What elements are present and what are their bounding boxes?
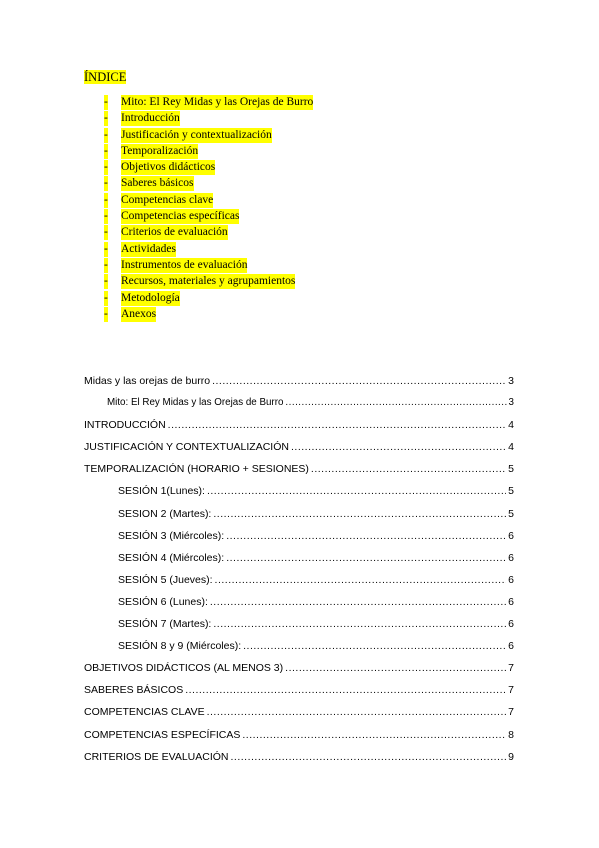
toc-page-number: 6	[508, 640, 514, 653]
dot-leader	[207, 483, 506, 499]
toc-entry[interactable]	[84, 395, 514, 417]
table-of-contents	[84, 373, 514, 771]
indice-item-label: Competencias clave	[121, 193, 214, 206]
toc-entry[interactable]	[84, 461, 514, 483]
toc-entry[interactable]	[84, 682, 514, 704]
toc-entry-title: SESIÓN 7 (Martes):	[118, 618, 212, 631]
toc-page-number: 5	[508, 463, 514, 476]
toc-entry-title: SESIÓN 8 y 9 (Miércoles):	[118, 640, 242, 653]
toc-page-number: 4	[508, 441, 514, 454]
toc-page-number: 3	[508, 375, 514, 387]
toc-entry-title: SESIÓN 6 (Lunes):	[118, 595, 208, 608]
toc-entry[interactable]	[84, 373, 514, 395]
bullet-dash: -	[104, 144, 108, 157]
dot-leader	[215, 572, 507, 588]
bullet-dash: -	[104, 193, 108, 206]
indice-item-label: Anexos	[121, 307, 157, 320]
toc-entry-title: Mito: El Rey Midas y las Orejas de Burro	[107, 397, 284, 409]
toc-entry-title: SESIÓN 5 (Jueves):	[118, 573, 213, 586]
indice-item-label: Objetivos didácticos	[121, 161, 216, 174]
toc-page-number: 3	[508, 397, 514, 409]
toc-entry-title: TEMPORALIZACIÓN (HORARIO + SESIONES)	[84, 463, 309, 476]
toc-entry-title: SESIÓN 3 (Miércoles):	[118, 529, 225, 542]
toc-entry-title: JUSTIFICACIÓN Y CONTEXTUALIZACIÓN	[84, 441, 289, 454]
dot-leader	[311, 461, 506, 477]
dot-leader	[243, 638, 506, 654]
toc-entry-title: Midas y las orejas de burro	[84, 375, 211, 387]
toc-entry-title: SESIÓN 4 (Miércoles):	[118, 551, 225, 564]
indice-item-label: Criterios de evaluación	[121, 226, 228, 239]
indice-title-text: ÍNDICE	[84, 70, 127, 84]
indice-item-label: Competencias específicas	[121, 210, 240, 223]
toc-entry-title: COMPETENCIAS ESPECÍFICAS	[84, 728, 241, 741]
toc-entry[interactable]	[84, 506, 514, 528]
bullet-dash: -	[104, 242, 108, 255]
toc-page-number: 7	[508, 706, 514, 719]
indice-item-label: Introducción	[121, 112, 180, 125]
toc-entry[interactable]	[84, 638, 514, 660]
dot-leader	[210, 594, 506, 610]
toc-entry-title: SESION 2 (Martes):	[118, 507, 212, 520]
dot-leader	[231, 749, 507, 765]
toc-page-number: 6	[508, 551, 514, 564]
dot-leader	[291, 439, 506, 455]
indice-item-label: Metodología	[121, 291, 180, 304]
indice-item-label: Recursos, materiales y agrupamientos	[121, 275, 296, 288]
toc-page-number: 5	[508, 507, 514, 520]
toc-page-number: 7	[508, 684, 514, 697]
bullet-dash: -	[104, 307, 108, 320]
indice-item-label: Instrumentos de evaluación	[121, 258, 248, 271]
toc-entry[interactable]	[84, 616, 514, 638]
bullet-dash: -	[104, 275, 108, 288]
toc-entry[interactable]	[84, 704, 514, 726]
bullet-dash: -	[104, 226, 108, 239]
toc-page-number: 9	[508, 750, 514, 763]
toc-entry[interactable]	[84, 439, 514, 461]
indice-item-label: Temporalización	[121, 144, 199, 157]
dot-leader	[226, 528, 506, 544]
indice-title	[84, 70, 126, 85]
bullet-dash: -	[104, 96, 108, 108]
toc-entry[interactable]	[84, 727, 514, 749]
dot-leader	[212, 373, 506, 389]
toc-entry[interactable]	[84, 749, 514, 771]
toc-entry[interactable]	[84, 483, 514, 505]
bullet-dash: -	[104, 258, 108, 271]
indice-item-label: Actividades	[121, 242, 176, 255]
bullet-dash: -	[104, 291, 108, 304]
toc-entry-title: CRITERIOS DE EVALUACIÓN	[84, 750, 229, 763]
dot-leader	[242, 727, 506, 743]
bullet-dash: -	[104, 161, 108, 174]
toc-entry-title: INTRODUCCIÓN	[84, 419, 166, 432]
dot-leader	[168, 417, 506, 433]
toc-page-number: 8	[508, 728, 514, 741]
dot-leader	[285, 395, 506, 411]
bullet-dash: -	[104, 112, 108, 125]
toc-entry[interactable]	[84, 550, 514, 572]
bullet-dash: -	[104, 128, 108, 141]
toc-entry-title: SABERES BÁSICOS	[84, 684, 184, 697]
toc-entry-title: COMPETENCIAS CLAVE	[84, 706, 205, 719]
indice-item-label: Justificación y contextualización	[121, 128, 272, 141]
toc-entry[interactable]	[84, 572, 514, 594]
toc-entry[interactable]	[84, 594, 514, 616]
toc-page-number: 6	[508, 529, 514, 542]
toc-entry[interactable]	[84, 417, 514, 439]
bullet-dash: -	[104, 210, 108, 223]
dot-leader	[213, 616, 506, 632]
indice-item-label: Saberes básicos	[121, 177, 194, 190]
toc-entry[interactable]	[84, 660, 514, 682]
dot-leader	[185, 682, 506, 698]
toc-page-number: 6	[508, 618, 514, 631]
toc-page-number: 6	[508, 595, 514, 608]
toc-page-number: 7	[508, 662, 514, 675]
toc-page-number: 4	[508, 419, 514, 432]
toc-page-number: 5	[508, 485, 514, 498]
indice-item-label: Mito: El Rey Midas y las Orejas de Burro	[121, 96, 314, 108]
toc-entry-title: OBJETIVOS DIDÁCTICOS (AL MENOS 3)	[84, 662, 284, 675]
bullet-dash: -	[104, 177, 108, 190]
dot-leader	[226, 550, 506, 566]
toc-page-number: 6	[508, 573, 514, 586]
dot-leader	[285, 660, 506, 676]
toc-entry[interactable]	[84, 528, 514, 550]
dot-leader	[207, 704, 507, 720]
toc-entry-title: SESIÓN 1(Lunes):	[118, 485, 205, 498]
dot-leader	[213, 506, 506, 522]
